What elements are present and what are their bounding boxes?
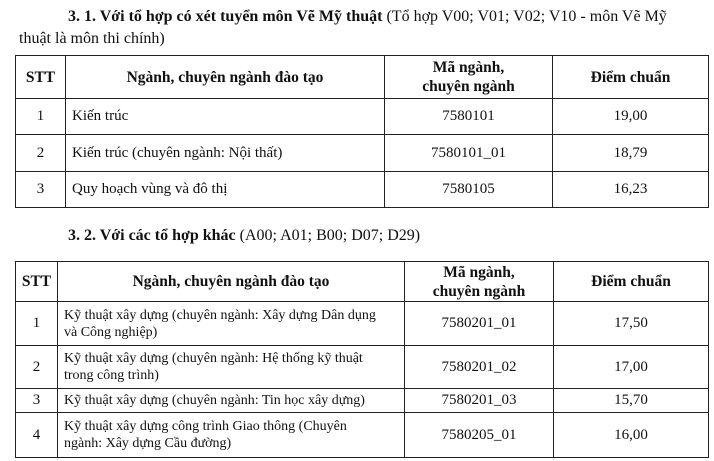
header-ma-line1: Mã ngành, bbox=[432, 59, 505, 76]
table-section1 bbox=[15, 55, 709, 208]
cell-nganh bbox=[58, 413, 405, 458]
cell-stt: 3 bbox=[16, 389, 58, 413]
cell-diem: 17,50 bbox=[554, 302, 709, 346]
section1-heading-rest: (Tổ hợp V00; V01; V02; V10 - môn Vẽ Mỹ bbox=[382, 8, 667, 25]
header-ma bbox=[385, 56, 553, 99]
section2-heading-rest: (A00; A01; B00; D07; D29) bbox=[235, 227, 421, 244]
cell-nganh-line2: và Công nghiệp) bbox=[64, 324, 158, 340]
cell-ma: 7580205_01 bbox=[405, 413, 554, 458]
table-row bbox=[16, 413, 709, 458]
cell-diem: 16,23 bbox=[553, 172, 709, 208]
cell-diem: 17,00 bbox=[554, 346, 709, 389]
table-row bbox=[16, 135, 709, 172]
cell-stt: 3 bbox=[16, 172, 66, 208]
cell-nganh bbox=[58, 346, 405, 389]
cell-nganh: Quy hoạch vùng và đô thị bbox=[66, 172, 385, 208]
section1-heading-line2: thuật là môn thi chính) bbox=[19, 30, 165, 47]
table-section2 bbox=[15, 261, 709, 458]
header-ma-line2: chuyên ngành bbox=[422, 78, 515, 95]
cell-nganh-line1: Kỹ thuật xây dựng (chuyên ngành: Hệ thống kỹ thuật bbox=[64, 351, 363, 366]
header-diem: Điểm chuẩn bbox=[553, 56, 709, 99]
cell-nganh bbox=[58, 302, 405, 346]
header-stt: STT bbox=[16, 56, 66, 99]
cell-nganh-line2: trong công trình) bbox=[64, 368, 159, 383]
table-row bbox=[16, 389, 709, 413]
header-ma bbox=[405, 262, 554, 302]
table-row bbox=[16, 99, 709, 135]
cell-diem: 19,00 bbox=[553, 99, 709, 135]
table-row bbox=[16, 302, 709, 346]
cell-nganh: Kiến trúc (chuyên ngành: Nội thất) bbox=[66, 135, 385, 172]
header-ma-line1: Mã ngành, bbox=[443, 263, 515, 281]
cell-stt: 1 bbox=[16, 99, 66, 135]
header-diem: Điểm chuẩn bbox=[554, 262, 709, 302]
cell-nganh-line1: Kỹ thuật xây dựng (chuyên ngành: Xây dựng Dân dụng bbox=[64, 307, 376, 323]
cell-stt: 1 bbox=[16, 302, 58, 346]
cell-ma: 7580101_01 bbox=[385, 135, 553, 172]
table-row bbox=[16, 346, 709, 389]
cell-nganh: Kỹ thuật xây dựng (chuyên ngành: Tin học xây dựng) bbox=[58, 389, 405, 413]
cell-ma: 7580201_01 bbox=[405, 302, 554, 346]
header-nganh: Ngành, chuyên ngành đào tạo bbox=[58, 262, 405, 302]
cell-ma: 7580201_03 bbox=[405, 389, 554, 413]
table-header-row bbox=[16, 262, 709, 302]
cell-diem: 16,00 bbox=[554, 413, 709, 458]
cell-ma: 7580201_02 bbox=[405, 346, 554, 389]
cell-stt: 4 bbox=[16, 413, 58, 458]
section1-heading bbox=[68, 7, 667, 27]
section2-heading-bold: 3. 2. Với các tổ hợp khác bbox=[68, 227, 236, 244]
cell-diem: 18,79 bbox=[553, 135, 709, 172]
cell-nganh-line1: Kỹ thuật xây dựng công trình Giao thông (Chuyên bbox=[64, 419, 347, 434]
header-nganh: Ngành, chuyên ngành đào tạo bbox=[66, 56, 385, 99]
table-header-row bbox=[16, 56, 709, 99]
cell-stt: 2 bbox=[16, 346, 58, 389]
cell-stt: 2 bbox=[16, 135, 66, 172]
cell-nganh-line2: ngành: Xây dựng Cầu đường) bbox=[64, 436, 232, 451]
cell-ma: 7580105 bbox=[385, 172, 553, 208]
cell-diem: 15,70 bbox=[554, 389, 709, 413]
header-stt: STT bbox=[16, 262, 58, 302]
header-ma-line2: chuyên ngành bbox=[432, 282, 526, 300]
section2-heading bbox=[68, 226, 420, 246]
cell-nganh: Kiến trúc bbox=[66, 99, 385, 135]
cell-ma: 7580101 bbox=[385, 99, 553, 135]
section1-heading-bold: 3. 1. Với tổ hợp có xét tuyển môn Vẽ Mỹ thuật bbox=[68, 8, 383, 25]
table-row bbox=[16, 172, 709, 208]
